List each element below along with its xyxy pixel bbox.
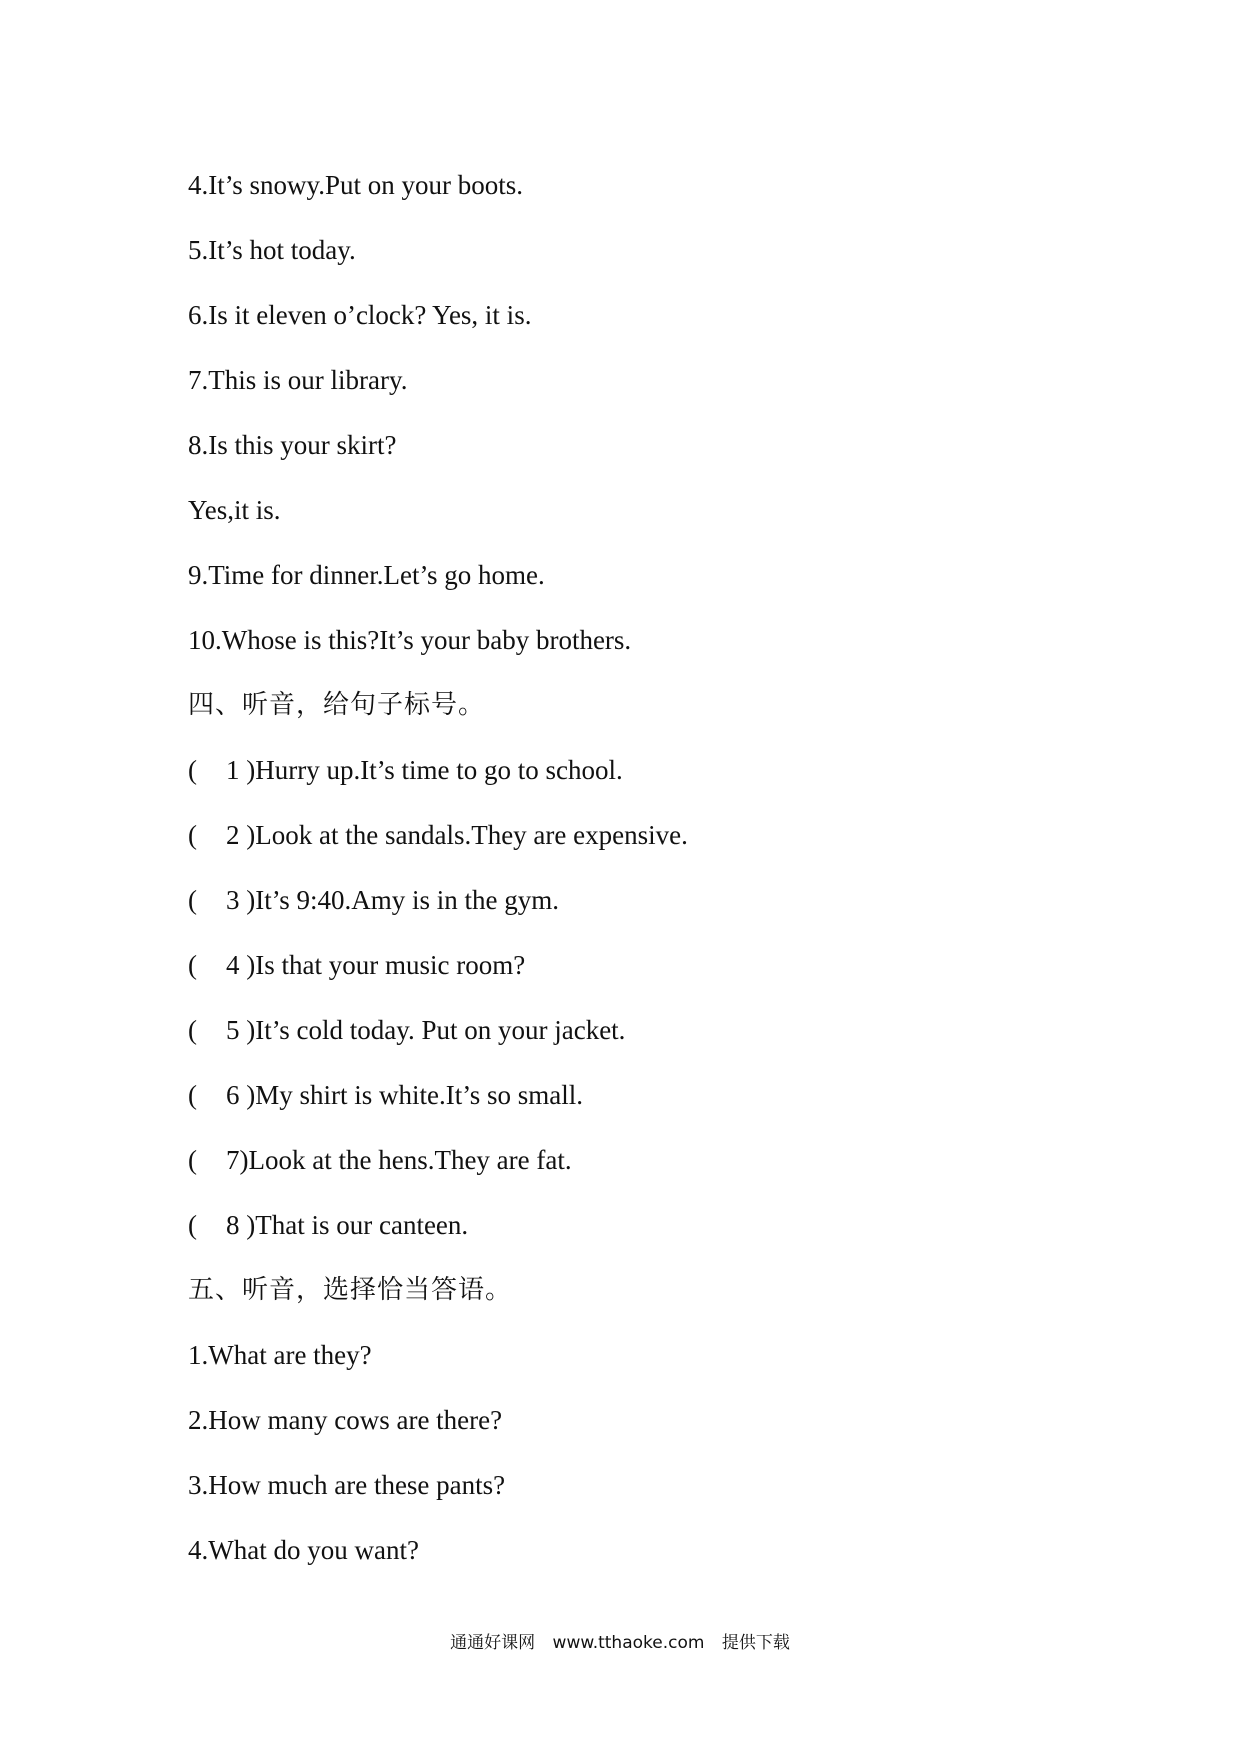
question-line: 2.How many cows are there? [188,1405,503,1435]
section-4-heading: 四、听音，给句子标号。 [188,690,486,720]
sentence-line: 7.This is our library. [188,365,408,395]
item-number: 4 ) [226,950,256,980]
question-line: 4.What do you want? [188,1535,419,1565]
item-text: Look at the hens.They are fat. [248,1145,572,1175]
footer-site-name: 通通好课网 [450,1633,536,1653]
sentence-line: 9.Time for dinner.Let’s go home. [188,560,545,590]
bracket-open: ( [188,1145,197,1175]
sentence-line: 10.Whose is this?It’s your baby brothers. [188,625,632,655]
item-text: That is our canteen. [255,1210,469,1240]
section-5-heading: 五、听音，选择恰当答语。 [188,1275,513,1305]
numbered-item [188,1005,1148,1070]
sentence-line: 4.It’s snowy.Put on your boots. [188,170,524,200]
item-text: Is that your music room? [255,950,526,980]
item-number: 2 ) [226,820,256,850]
numbered-item [188,1135,1148,1200]
item-text: Hurry up.It’s time to go to school. [255,755,623,785]
item-number: 7) [226,1145,249,1175]
bracket-open: ( [188,1015,197,1045]
item-text: My shirt is white.It’s so small. [255,1080,584,1110]
sentence-line: 8.Is this your skirt? [188,430,397,460]
bracket-open: ( [188,950,197,980]
item-number: 3 ) [226,885,256,915]
item-number: 6 ) [226,1080,256,1110]
item-number: 1 ) [226,755,256,785]
numbered-item [188,1070,1148,1135]
bracket-open: ( [188,820,197,850]
document-body [188,160,1148,1590]
footer-tagline: 提供下载 [721,1633,790,1653]
bracket-open: ( [188,885,197,915]
question-line: 3.How much are these pants? [188,1470,506,1500]
sentence-line: 6.Is it eleven o’clock? Yes, it is. [188,300,532,330]
item-text: It’s cold today. Put on your jacket. [255,1015,626,1045]
item-number: 5 ) [226,1015,256,1045]
footer-url: www.tthaoke.com [552,1633,705,1653]
question-line: 1.What are they? [188,1340,372,1370]
item-text: Look at the sandals.They are expensive. [255,820,688,850]
numbered-item [188,940,1148,1005]
sentence-line: Yes,it is. [188,495,281,525]
sentence-line: 5.It’s hot today. [188,235,356,265]
bracket-open: ( [188,1080,197,1110]
numbered-item [188,1200,1148,1265]
page-footer [0,1628,1240,1653]
bracket-open: ( [188,755,197,785]
numbered-item [188,810,1148,875]
bracket-open: ( [188,1210,197,1240]
item-text: It’s 9:40.Amy is in the gym. [255,885,559,915]
numbered-item [188,875,1148,940]
numbered-item [188,745,1148,810]
item-number: 8 ) [226,1210,256,1240]
